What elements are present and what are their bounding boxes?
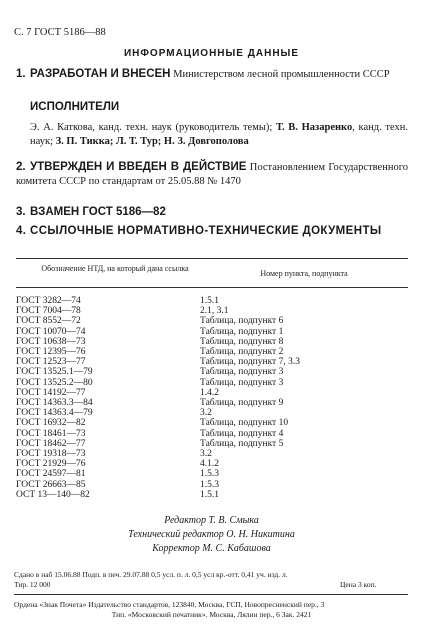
reference-table <box>16 296 408 500</box>
section-3-number: 3. <box>16 206 26 218</box>
section-1-lead: РАЗРАБОТАН И ВНЕСЕН <box>30 68 171 80</box>
imprint-line-3: Ордена «Знак Почета» Издательство стандартов, 123840, Москва, ГСП, Новопресненский пер., 3 <box>14 600 325 609</box>
table-cell-ntd: ГОСТ 12523—77 <box>16 357 86 368</box>
section-3 <box>16 205 408 220</box>
table-cell-ntd: ГОСТ 14363.3—84 <box>16 398 93 409</box>
table-cell-ntd: ГОСТ 12395—76 <box>16 347 86 358</box>
table-cell-ntd: ГОСТ 10638—73 <box>16 336 86 347</box>
section-1 <box>16 67 408 82</box>
table-cell-clause: Таблица, подпункт 2 <box>200 347 284 358</box>
table-cell-clause: 4.1.2 <box>200 459 219 470</box>
table-header-ntd: Обозначение НТД, на который дана ссылка <box>41 264 189 273</box>
performer-text: , канд. техн. наук; <box>30 122 409 147</box>
table-cell-clause: 3.2 <box>200 408 212 419</box>
section-1-text: Министерством лесной промышленности СССР <box>170 69 390 80</box>
section-4-number: 4. <box>16 225 27 237</box>
table-row <box>16 439 408 449</box>
section-2 <box>16 160 408 189</box>
table-header-clause: Номер пункта, подпункта <box>260 269 348 278</box>
section-2-lead: УТВЕРЖДЕН И ВВЕДЕН В ДЕЙСТВИЕ <box>30 161 247 173</box>
performer-katkova: Э. А. Каткова <box>30 122 93 133</box>
table-cell-clause: Таблица, подпункт 5 <box>200 438 284 449</box>
table-cell-ntd: ГОСТ 24597—81 <box>16 469 86 480</box>
editor-credit: Редактор Т. В. Смыка <box>164 515 259 526</box>
section-3-lead: ВЗАМЕН ГОСТ 5186—82 <box>30 206 166 218</box>
imprint-line-2: Тир. 12 000 <box>14 580 51 589</box>
table-header-rule <box>16 287 408 288</box>
table-cell-clause: 1.5.3 <box>200 469 219 480</box>
table-cell-ntd: ГОСТ 21929—76 <box>16 459 86 470</box>
table-cell-clause: Таблица, подпункт 7, 3.3 <box>200 357 300 368</box>
imprint-rule <box>14 594 408 595</box>
table-row <box>16 449 408 459</box>
section-4-lead: ССЫЛОЧНЫЕ НОРМАТИВНО-ТЕХНИЧЕСКИЕ ДОКУМЕНТЫ <box>30 225 382 237</box>
table-cell-ntd: ГОСТ 14363.4—79 <box>16 408 93 419</box>
section-1-number: 1. <box>16 68 26 80</box>
table-top-rule <box>16 258 408 259</box>
table-cell-ntd: ОСТ 13—140—82 <box>16 489 90 500</box>
imprint-line-4: Тип. «Московский печатник». Москва, Лялин пер., 6 Зак. 2421 <box>111 610 312 619</box>
performer-nazarenko: Т. В. Назаренко <box>276 122 353 133</box>
table-row <box>16 378 408 388</box>
table-cell-ntd: ГОСТ 26663—85 <box>16 479 86 490</box>
page-title: ИНФОРМАЦИОННЫЕ ДАННЫЕ <box>123 48 299 59</box>
table-row <box>16 357 408 367</box>
imprint-line-1: Сдано в наб 15.06.88 Подп. в печ. 29.07.88 0,5 усл. п. л. 0,5 усл кр.-отт. 0,41 уч. изд. л. <box>14 570 288 579</box>
section-4 <box>16 224 408 239</box>
table-row <box>16 296 408 306</box>
page-header: С. 7 ГОСТ 5186—88 <box>14 27 106 38</box>
table-row <box>16 459 408 469</box>
table-cell-ntd: ГОСТ 14192—77 <box>16 387 86 398</box>
table-row <box>16 418 408 428</box>
table-cell-clause: 1.5.1 <box>200 296 219 306</box>
table-row <box>16 388 408 398</box>
tech-editor-credit: Технический редактор О. Н. Никитина <box>128 529 295 540</box>
table-cell-clause: Таблица, подпункт 9 <box>200 398 284 409</box>
table-row <box>16 367 408 377</box>
table-cell-ntd: ГОСТ 13525.2—80 <box>16 377 93 388</box>
performers-list <box>16 121 408 149</box>
table-cell-clause: 2.1, 3.1 <box>200 306 229 317</box>
table-cell-clause: Таблица, подпункт 3 <box>200 367 284 378</box>
table-row <box>16 316 408 326</box>
table-row <box>16 337 408 347</box>
table-cell-ntd: ГОСТ 3282—74 <box>16 296 81 306</box>
corrector-credit: Корректор М. С. Кабашова <box>152 543 271 554</box>
section-2-number: 2. <box>16 161 26 173</box>
table-cell-ntd: ГОСТ 13525.1—79 <box>16 367 93 378</box>
table-cell-ntd: ГОСТ 16932—82 <box>16 418 86 429</box>
table-row <box>16 490 408 500</box>
performers-heading: ИСПОЛНИТЕЛИ <box>30 101 120 113</box>
table-cell-ntd: ГОСТ 8552—72 <box>16 316 81 327</box>
imprint-price: Цена 3 коп. <box>340 580 377 589</box>
table-cell-clause: 1.5.1 <box>200 489 219 500</box>
table-row <box>16 429 408 439</box>
performer-text: , канд. техн. наук (руководитель темы); <box>92 122 277 133</box>
table-cell-clause: Таблица, подпункт 10 <box>200 418 289 429</box>
performer-others: З. П. Тикка; Л. Т. Тур; Н. З. Довгополова <box>55 136 249 147</box>
table-row <box>16 480 408 490</box>
table-cell-clause: Таблица, подпункт 3 <box>200 377 284 388</box>
table-cell-ntd: ГОСТ 18462—77 <box>16 438 86 449</box>
table-cell-ntd: ГОСТ 19318—73 <box>16 449 86 460</box>
table-cell-ntd: ГОСТ 7004—78 <box>16 306 81 317</box>
table-cell-clause: Таблица, подпункт 8 <box>200 336 284 347</box>
table-cell-clause: 1.4.2 <box>200 387 219 398</box>
table-row <box>16 347 408 357</box>
table-cell-clause: 3.2 <box>200 449 212 460</box>
section-2-text: Постановлением Государственного комитета СССР по стандартам от 25.05.88 № 1470 <box>16 162 409 187</box>
table-row <box>16 408 408 418</box>
table-row <box>16 306 408 316</box>
table-cell-ntd: ГОСТ 18461—73 <box>16 428 86 439</box>
table-cell-clause: Таблица, подпункт 1 <box>200 326 284 337</box>
table-cell-clause: Таблица, подпункт 4 <box>200 428 284 439</box>
table-cell-clause: 1.5.3 <box>200 479 219 490</box>
table-row <box>16 469 408 479</box>
table-cell-ntd: ГОСТ 10070—74 <box>16 326 86 337</box>
table-row <box>16 327 408 337</box>
table-cell-clause: Таблица, подпункт 6 <box>200 316 284 327</box>
table-row <box>16 398 408 408</box>
